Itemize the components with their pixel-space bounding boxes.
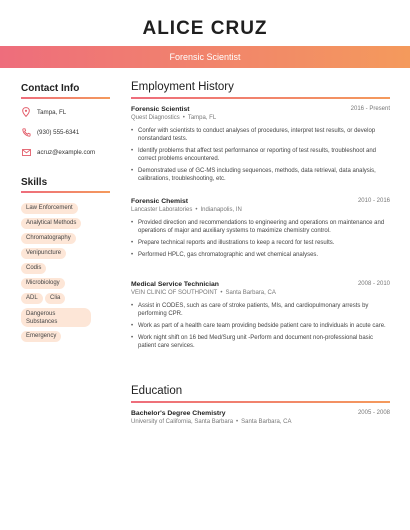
skill-chip: Law Enforcement <box>21 203 78 214</box>
separator-dot: • <box>182 115 185 121</box>
separator-dot: • <box>195 207 198 213</box>
skill-chip: Venipuncture <box>21 248 66 259</box>
skill-chip: Emergency <box>21 331 61 342</box>
job-title: Forensic Scientist <box>131 106 190 113</box>
contact-location <box>21 105 66 119</box>
contact-section-title: Contact Info <box>21 83 80 94</box>
education-divider <box>131 401 390 403</box>
bullet-item: • Confer with scientists to conduct analyses of procedures, interpret test results, or develop nonstandard tests. <box>131 127 390 144</box>
bullet-item: • Prepare technical reports and illustrations to keep a record for test results. <box>131 239 390 247</box>
education-entry <box>131 410 390 425</box>
candidate-name: ALICE CRUZ <box>142 18 268 39</box>
separator-dot: • <box>236 419 239 425</box>
contact-location-text: Tampa, FL <box>37 108 67 116</box>
separator-dot: • <box>220 290 223 296</box>
job-bullets <box>131 219 390 259</box>
job-dates: 2008 - 2010 <box>357 281 390 287</box>
job-title: Forensic Chemist <box>131 198 189 205</box>
email-icon <box>21 147 31 157</box>
job-entry <box>131 106 390 187</box>
skill-chip: Clia <box>45 293 65 304</box>
skills-divider <box>21 191 110 193</box>
bullet-item: • Provided direction and recommendations to engineering and operations on maintenance and operations of major and auxiliary systems to maximize chemistry control. <box>131 219 390 236</box>
skill-chip: Microbiology <box>21 278 65 289</box>
job-company: Lancaster Laboratories <box>131 207 193 213</box>
contact-divider <box>21 97 110 99</box>
education-dates: 2005 - 2008 <box>357 410 390 416</box>
employment-divider <box>131 97 390 99</box>
education-location: Santa Barbara, CA <box>241 419 292 425</box>
bullet-item: • Identify problems that affect test performance or reporting of test results, troubleshoot and correct problems encountered. <box>131 147 390 164</box>
skill-chip: Dangerous Substances <box>21 308 91 327</box>
education-section-title: Education <box>131 385 183 397</box>
job-entry <box>131 281 390 354</box>
contact-email[interactable] <box>21 145 95 159</box>
skill-chip: Analytical Methods <box>21 218 81 229</box>
bullet-item: • Work night shift on 16 bed Med/Surg unit -Perform and document non-professional basic patient care services. <box>131 334 390 351</box>
skill-chip: Chromatography <box>21 233 76 244</box>
skills-section-title: Skills <box>21 177 48 188</box>
education-degree: Bachelor's Degree Chemistry <box>131 410 226 417</box>
job-location: Santa Barbara, CA <box>225 290 276 296</box>
bullet-item: • Demonstrated use of GC-MS including sequences, methods, data retrieval, data analysis, calibrations, troubleshooting, etc. <box>131 167 390 184</box>
job-dates: 2010 - 2016 <box>357 198 390 204</box>
bullet-item: • Assist in CODES, such as care of stroke patients, MIs, and cardiopulmonary arrests by performing CPR. <box>131 302 390 319</box>
job-bullets <box>131 302 390 350</box>
headline-text: Forensic Scientist <box>169 52 241 62</box>
job-dates: 2016 - Present <box>350 106 390 112</box>
job-entry <box>131 198 390 262</box>
education-school: University of California, Santa Barbara <box>131 419 234 425</box>
contact-phone-text: (930) 555-6341 <box>37 128 80 136</box>
phone-icon <box>21 127 31 137</box>
bullet-item: • Performed HPLC, gas chromatographic and wet chemical analyses. <box>131 251 390 259</box>
contact-phone <box>21 125 79 139</box>
job-company: Quest Diagnostics <box>131 115 180 121</box>
contact-email-text: acruz@example.com <box>37 148 96 156</box>
job-title: Medical Service Technician <box>131 281 219 288</box>
employment-section-title: Employment History <box>131 81 234 93</box>
job-company: VEIN CLINIC OF SOUTHPOINT <box>131 290 218 296</box>
bullet-item: • Work as part of a health care team providing bedside patient care to individuals in acute care. <box>131 322 390 330</box>
job-bullets <box>131 127 390 184</box>
location-pin-icon <box>21 107 31 117</box>
job-location: Indianapolis, IN <box>200 207 242 213</box>
skill-chip: ADL <box>21 293 43 304</box>
headline-band <box>0 46 410 68</box>
skill-chip: Codis <box>21 263 46 274</box>
job-location: Tampa, FL <box>187 115 217 121</box>
